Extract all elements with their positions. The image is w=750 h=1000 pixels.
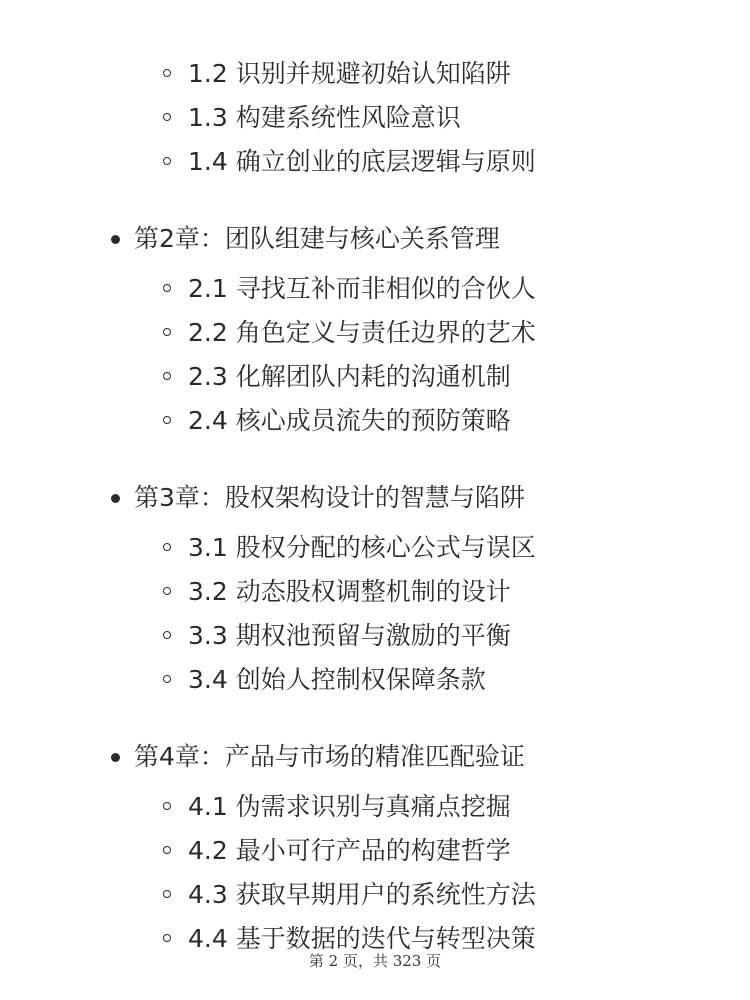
subsection-label: 4.4 基于数据的迭代与转型决策 — [188, 924, 536, 953]
subsection-item — [0, 267, 750, 311]
filled-dot-bullet-icon — [111, 753, 120, 762]
hollow-circle-bullet-icon — [163, 416, 171, 424]
subsection-label: 3.1 股权分配的核心公式与误区 — [188, 533, 536, 562]
subsection-label: 3.4 创始人控制权保障条款 — [188, 665, 486, 694]
hollow-circle-bullet-icon — [163, 69, 171, 77]
subsection-item — [0, 570, 750, 614]
chapter-block-4 — [0, 729, 750, 961]
chapter-1-subsections — [0, 52, 750, 184]
hollow-circle-bullet-icon — [163, 328, 171, 336]
subsection-label: 4.3 获取早期用户的系统性方法 — [188, 880, 536, 909]
hollow-circle-bullet-icon — [163, 587, 171, 595]
subsection-label: 2.4 核心成员流失的预防策略 — [188, 406, 511, 435]
hollow-circle-bullet-icon — [163, 890, 171, 898]
subsection-item — [0, 873, 750, 917]
hollow-circle-bullet-icon — [163, 802, 171, 810]
subsection-item — [0, 658, 750, 702]
subsection-label: 2.2 角色定义与责任边界的艺术 — [188, 318, 536, 347]
hollow-circle-bullet-icon — [163, 284, 171, 292]
subsection-item — [0, 399, 750, 443]
chapter-2-subsections — [0, 267, 750, 443]
subsection-label: 2.1 寻找互补而非相似的合伙人 — [188, 274, 536, 303]
hollow-circle-bullet-icon — [163, 372, 171, 380]
hollow-circle-bullet-icon — [163, 543, 171, 551]
subsection-item — [0, 140, 750, 184]
subsection-label: 1.2 识别并规避初始认知陷阱 — [188, 59, 511, 88]
hollow-circle-bullet-icon — [163, 631, 171, 639]
subsection-item — [0, 52, 750, 96]
chapter-heading — [0, 729, 750, 785]
chapter-title: 第3章：股权架构设计的智慧与陷阱 — [134, 483, 525, 512]
chapter-block-3 — [0, 470, 750, 702]
hollow-circle-bullet-icon — [163, 113, 171, 121]
filled-dot-bullet-icon — [111, 235, 120, 244]
chapter-title: 第2章：团队组建与核心关系管理 — [134, 224, 500, 253]
subsection-label: 1.4 确立创业的底层逻辑与原则 — [188, 147, 536, 176]
subsection-item — [0, 355, 750, 399]
subsection-label: 1.3 构建系统性风险意识 — [188, 103, 461, 132]
hollow-circle-bullet-icon — [163, 846, 171, 854]
chapter-list — [0, 211, 750, 961]
chapter-heading — [0, 470, 750, 526]
page-number-footer: 第 2 页，共 323 页 — [308, 952, 442, 970]
subsection-item — [0, 311, 750, 355]
chapter-block-2 — [0, 211, 750, 443]
table-of-contents — [0, 52, 750, 988]
filled-dot-bullet-icon — [111, 494, 120, 503]
subsection-label: 4.1 伪需求识别与真痛点挖掘 — [188, 792, 511, 821]
chapter-heading — [0, 211, 750, 267]
chapter-4-subsections — [0, 785, 750, 961]
chapter-title: 第4章：产品与市场的精准匹配验证 — [134, 742, 525, 771]
subsection-label: 2.3 化解团队内耗的沟通机制 — [188, 362, 511, 391]
subsection-item — [0, 785, 750, 829]
subsection-label: 3.3 期权池预留与激励的平衡 — [188, 621, 511, 650]
subsection-item — [0, 829, 750, 873]
subsection-item — [0, 614, 750, 658]
chapter-3-subsections — [0, 526, 750, 702]
subsection-item — [0, 96, 750, 140]
hollow-circle-bullet-icon — [163, 157, 171, 165]
subsection-label: 4.2 最小可行产品的构建哲学 — [188, 836, 511, 865]
subsection-item — [0, 526, 750, 570]
hollow-circle-bullet-icon — [163, 675, 171, 683]
hollow-circle-bullet-icon — [163, 934, 171, 942]
subsection-label: 3.2 动态股权调整机制的设计 — [188, 577, 511, 606]
